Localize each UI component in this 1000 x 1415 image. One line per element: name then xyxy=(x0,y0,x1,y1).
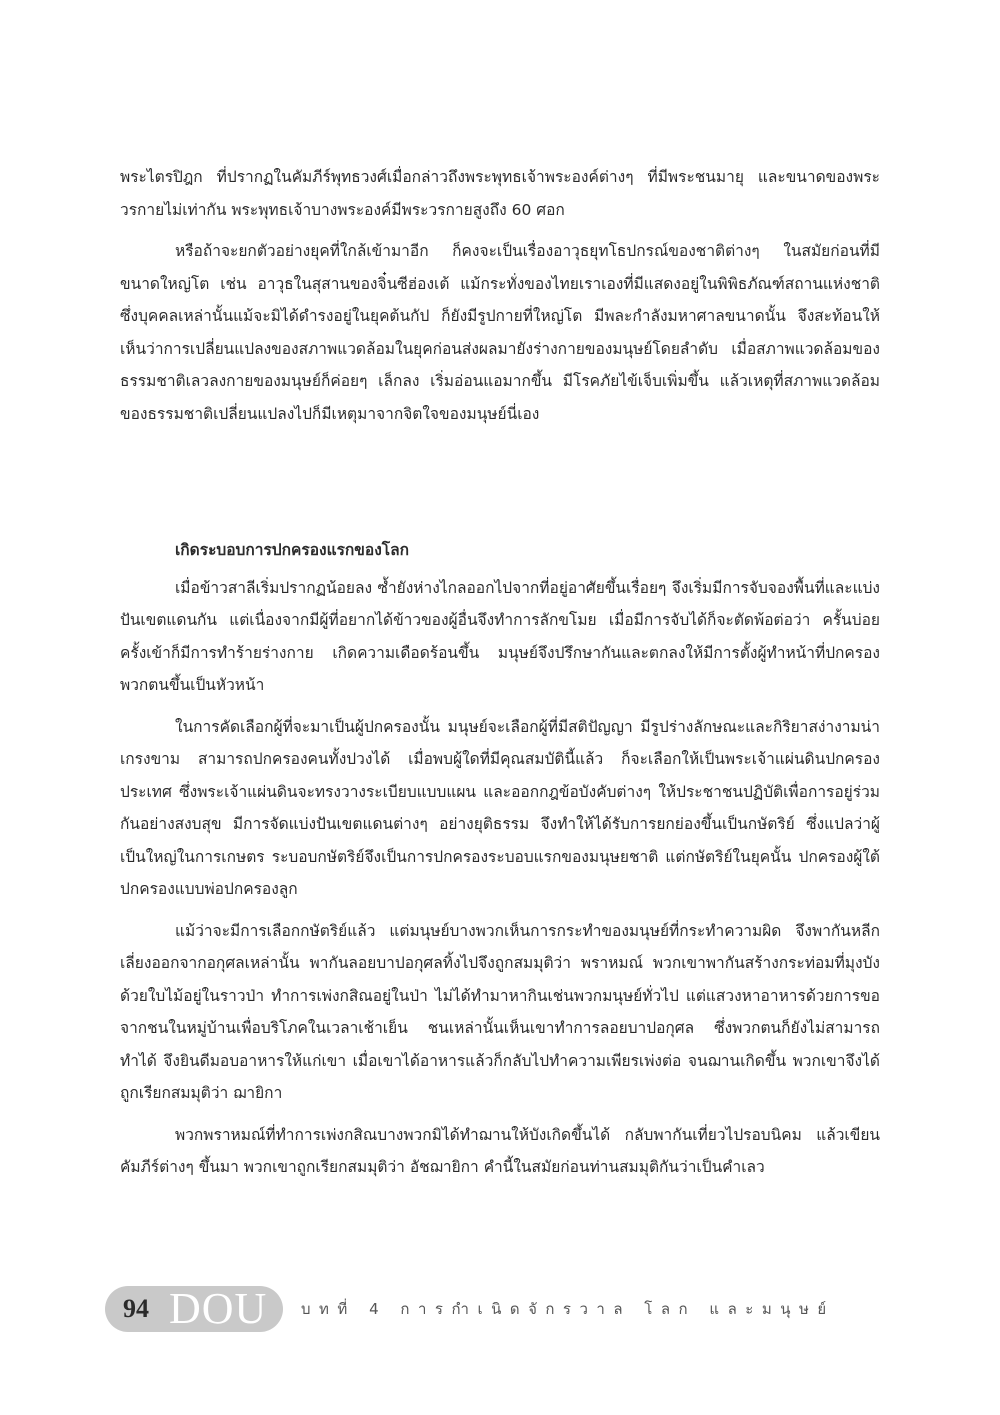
brand-logo: DOU xyxy=(169,1284,268,1333)
paragraph: หรือถ้าจะยกตัวอย่างยุคที่ใกล้เข้ามาอีก ก็คงจะเป็นเรื่องอาวุธยุทโธปกรณ์ของชาติต่างๆ ในสมัยก่อนที่มีขนาดใหญ่โต เช่น อาวุธในสุสานของจิ๋นซีฮ่องเต้ แม้กระทั่งของไทยเราเองที่มีแสดงอยู่ในพิพิธภัณฑ์สถานแห่งชาติซึ่งบุคคลเหล่านั้นแม้จะมิได้ดำรงอยู่ในยุคต้นกัป ก็ยังมีรูปกายที่ใหญ่โต มีพละกำลังมหาศาลขนาดนั้น จึงสะท้อนให้เห็นว่าการเปลี่ยนแปลงของสภาพแวดล้อมในยุคก่อนส่งผลมายังร่างกายของมนุษย์โดยลำดับ เมื่อสภาพแวดล้อมของธรรมชาติเลวลงกายของมนุษย์ก็ค่อยๆ เล็กลง เริ่มอ่อนแอมากขึ้น มีโรคภัยไข้เจ็บเพิ่มขึ้น แล้วเหตุที่สภาพแวดล้อมของธรรมชาติเปลี่ยนแปลงไปก็มีเหตุมาจากจิตใจของมนุษย์นี่เอง xyxy=(120,242,880,423)
paragraph: ในการคัดเลือกผู้ที่จะมาเป็นผู้ปกครองนั้น มนุษย์จะเลือกผู้ที่มีสติปัญญา มีรูปร่างลักษณะและกิริยาสง่างามน่าเกรงขาม สามารถปกครองคนทั้งปวงได้ เมื่อพบผู้ใดที่มีคุณสมบัตินี้แล้ว ก็จะเลือกให้เป็นพระเจ้าแผ่นดินปกครองประเทศ ซึ่งพระเจ้าแผ่นดินจะทรงวางระเบียบแบบแผน และออกกฎข้อบังคับต่างๆ ให้ประชาชนปฏิบัติเพื่อการอยู่ร่วมกันอย่างสงบสุข มีการจัดแบ่งปันเขตแดนต่างๆ อย่างยุติธรรม จึงทำให้ได้รับการยกย่องขึ้นเป็นกษัตริย์ ซึ่งแปลว่าผู้เป็นใหญ่ในการเกษตร ระบอบกษัตริย์จึงเป็นการปกครองระบอบแรกของมนุษยชาติ แต่กษัตริย์ในยุคนั้น ปกครองผู้ใต้ปกครองแบบพ่อปกครองลูก xyxy=(120,717,880,898)
page-number: 94 xyxy=(123,1294,149,1323)
paragraph: เมื่อข้าวสาลีเริ่มปรากฏน้อยลง ซ้ำยังห่างไกลออกไปจากที่อยู่อาศัยขึ้นเรื่อยๆ จึงเริ่มมีการจับจองพื้นที่และแบ่งปันเขตแดนกัน แต่เนื่องจากมีผู้ที่อยากได้ข้าวของผู้อื่นจึงทำการลักขโมย เมื่อมีการจับได้ก็จะตัดพ้อต่อว่า ครั้นบ่อยครั้งเข้าก็มีการทำร้ายร่างกาย เกิดความเดือดร้อนขึ้น มนุษย์จึงปรึกษากันและตกลงให้มีการตั้งผู้ทำหน้าที่ปกครองพวกตนขึ้นเป็นหัวหน้า xyxy=(120,578,880,694)
page-footer xyxy=(105,1286,835,1332)
paragraph: พวกพราหมณ์ที่ทำการเพ่งกสิณบางพวกมิได้ทำฌานให้บังเกิดขึ้นได้ กลับพากันเที่ยวไปรอบนิคม แล้วเขียนคัมภีร์ต่างๆ ขึ้นมา พวกเขาถูกเรียกสมมุติว่า อัชฌายิกา คำนี้ในสมัยก่อนท่านสมมุติกันว่าเป็นคำเลว xyxy=(120,1125,880,1176)
top-text-block xyxy=(120,161,880,430)
section-heading: เกิดระบอบการปกครองแรกของโลก xyxy=(175,541,409,559)
paragraph-continuation: พระไตรปิฎก ที่ปรากฏในคัมภีร์พุทธวงศ์เมื่อกล่าวถึงพระพุทธเจ้าพระองค์ต่างๆ ที่มีพระชนมายุ และขนาดของพระวรกายไม่เท่ากัน พระพุทธเจ้าบางพระองค์มีพระวรกายสูงถึง 60 ศอก xyxy=(120,168,880,219)
chapter-title: บทที่ 4 การกำเนิดจักรวาล โลก และมนุษย์ xyxy=(301,1300,835,1318)
footer-badge xyxy=(105,1286,283,1332)
paragraph: แม้ว่าจะมีการเลือกกษัตริย์แล้ว แต่มนุษย์บางพวกเห็นการกระทำของมนุษย์ที่กระทำความผิด จึงพากันหลีกเลี่ยงออกจากอกุศลเหล่านั้น พากันลอยบาปอกุศลทิ้งไปจึงถูกสมมุติว่า พราหมณ์ พวกเขาพากันสร้างกระท่อมที่มุงบังด้วยใบไม้อยู่ในราวป่า ทำการเพ่งกสิณอยู่ในป่า ไม่ได้ทำมาหากินเช่นพวกมนุษย์ทั่วไป แต่แสวงหาอาหารด้วยการขอจากชนในหมู่บ้านเพื่อบริโภคในเวลาเช้าเย็น ชนเหล่านั้นเห็นเขาทำการลอยบาปอกุศล ซึ่งพวกตนก็ยังไม่สามารถทำได้ จึงยินดีมอบอาหารให้แก่เขา เมื่อเขาได้อาหารแล้วก็กลับไปทำความเพียรเพ่งต่อ จนฌานเกิดขึ้น พวกเขาจึงได้ถูกเรียกสมมุติว่า ฌายิกา xyxy=(120,921,880,1102)
section-block xyxy=(120,534,880,1184)
